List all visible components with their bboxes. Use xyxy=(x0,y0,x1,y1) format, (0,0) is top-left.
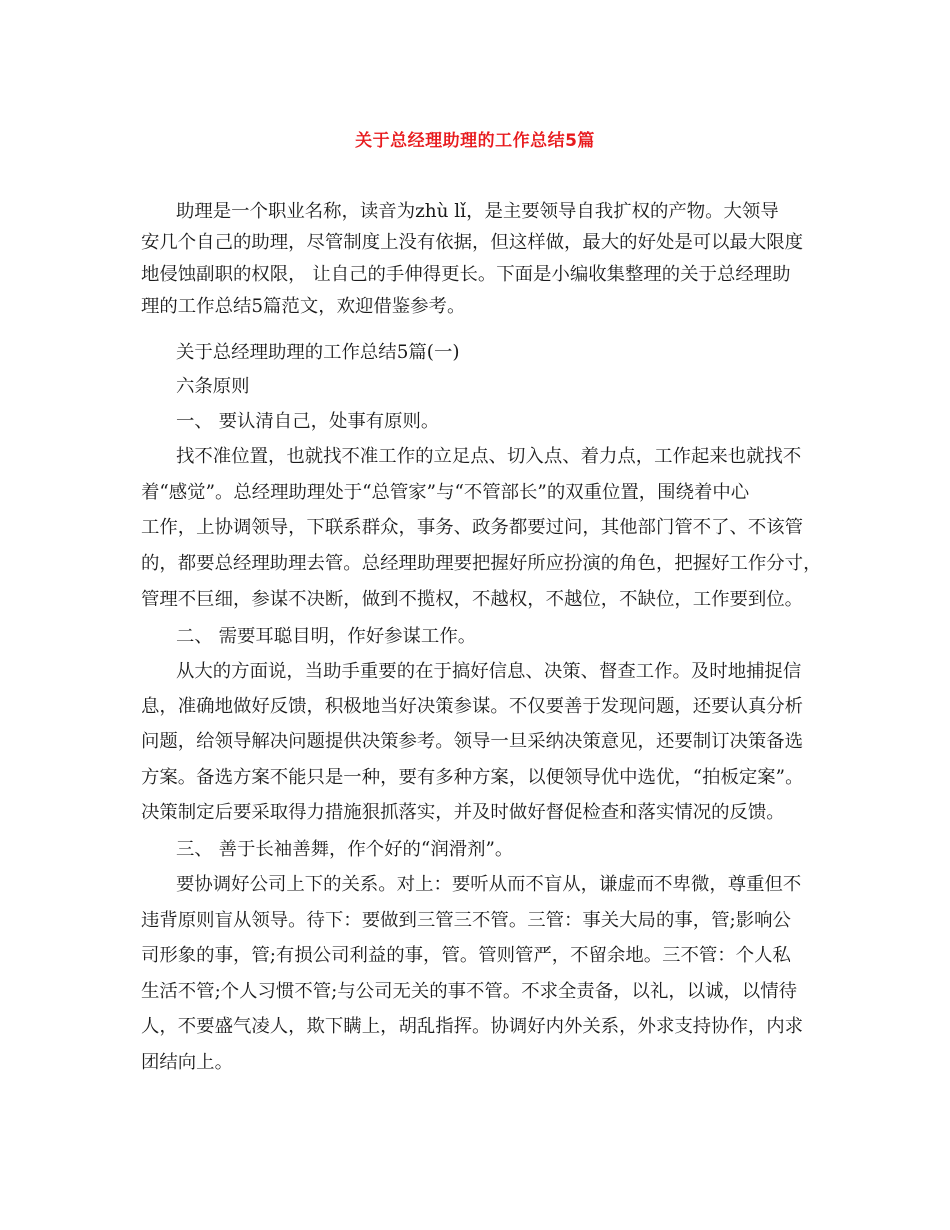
paragraph-line: 违背原则盲从领导。待下：要做到三管三不管。三管：事关大局的事，管;影响公 xyxy=(141,910,791,931)
paragraph-line: 工作，上协调领导，下联系群众，事务、政务都要过问，其他部门管不了、不该管 xyxy=(141,517,804,538)
paragraph-line: 司形象的事，管;有损公司利益的事，管。管则管严，不留余地。三不管：个人私 xyxy=(141,945,791,966)
paragraph-line: 团结向上。 xyxy=(141,1052,233,1073)
principle-heading: 三、 善于长袖善舞，作个好的“润滑剂”。 xyxy=(176,839,514,860)
paragraph-line: 找不准位置，也就找不准工作的立足点、切入点、着力点，工作起来也就找不 xyxy=(176,446,802,467)
paragraph-line: 要协调好公司上下的关系。对上：要听从而不盲从，谦虚而不卑微，尊重但不 xyxy=(176,874,802,895)
paragraph-line: 息，准确地做好反馈，积极地当好决策参谋。不仅要善于发现问题，还要认真分析 xyxy=(141,696,804,717)
section-subheading: 六条原则 xyxy=(176,376,250,397)
paragraph-line: 着“感觉”。总经理助理处于“总管家”与“不管部长”的双重位置，围绕着中心 xyxy=(141,482,750,503)
paragraph-line: 从大的方面说，当助手重要的在于搞好信息、决策、督查工作。及时地捕捉信 xyxy=(176,661,802,682)
paragraph-line: 人，不要盛气凌人，欺下瞒上，胡乱指挥。协调好内外关系，外求支持协作，内求 xyxy=(141,1016,804,1037)
document-title: 关于总经理助理的工作总结5篇 xyxy=(355,131,595,151)
paragraph-line: 方案。备选方案不能只是一种，要有多种方案，以便领导优中选优，“拍板定案”。 xyxy=(141,767,804,788)
principle-heading: 一、 要认清自己，处事有原则。 xyxy=(176,411,440,432)
paragraph-line: 地侵蚀副职的权限， 让自己的手伸得更长。下面是小编收集整理的关于总经理助 xyxy=(141,264,791,285)
principle-heading: 二、 需要耳聪目明，作好参谋工作。 xyxy=(176,626,477,647)
paragraph-line: 助理是一个职业名称，读音为zhù lǐ，是主要领导自我扩权的产物。大领导 xyxy=(176,201,779,222)
paragraph-line: 管理不巨细，参谋不决断，做到不揽权，不越权，不越位，不缺位，工作要到位。 xyxy=(141,589,804,610)
paragraph-line: 决策制定后要采取得力措施狠抓落实，并及时做好督促检查和落实情况的反馈。 xyxy=(141,802,785,823)
paragraph-line: 问题，给领导解决问题提供决策参考。领导一旦采纳决策意见，还要制订决策备选 xyxy=(141,731,804,752)
section-heading: 关于总经理助理的工作总结5篇(一) xyxy=(176,342,460,363)
paragraph-line: 生活不管;个人习惯不管;与公司无关的事不管。不求全责备，以礼，以诚，以情待 xyxy=(141,981,798,1002)
paragraph-line: 的，都要总经理助理去管。总经理助理要把握好所应扮演的角色，把握好工作分寸， xyxy=(141,553,822,574)
paragraph-line: 理的工作总结5篇范文，欢迎借鉴参考。 xyxy=(141,296,466,317)
paragraph-line: 安几个自己的助理，尽管制度上没有依据，但这样做，最大的好处是可以最大限度 xyxy=(141,232,804,253)
